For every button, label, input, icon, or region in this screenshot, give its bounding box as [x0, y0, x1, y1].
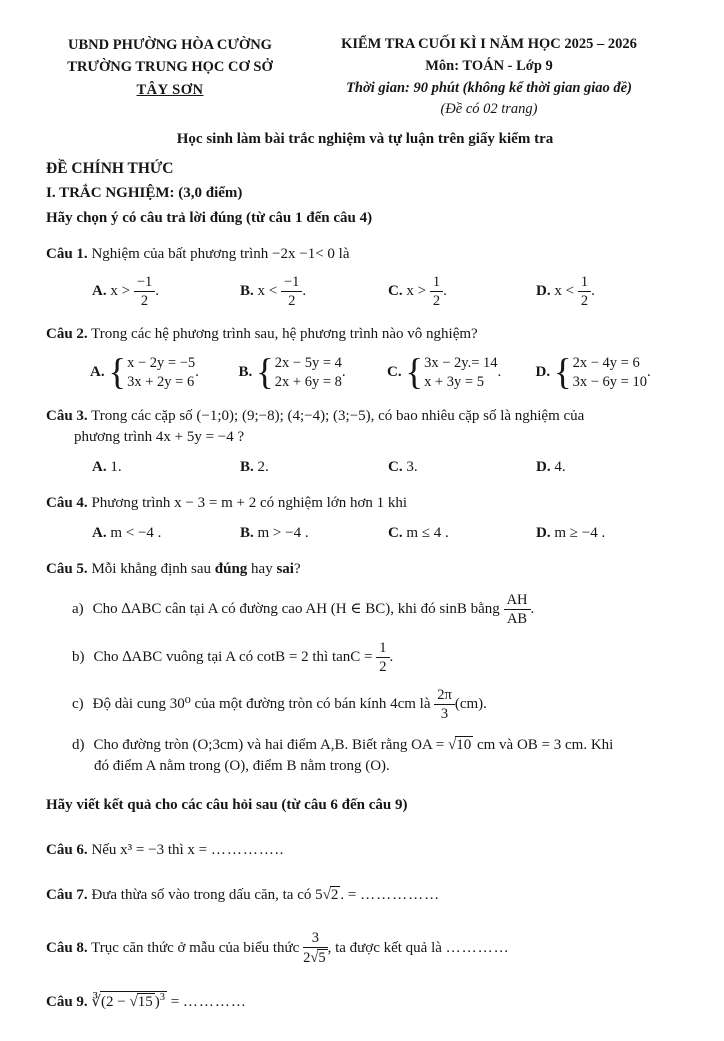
question-6	[46, 840, 684, 861]
q4-option-d	[536, 523, 684, 544]
question-2-text: Trong các hệ phương trình sau, hệ phương trình nào vô nghiệm?	[91, 326, 478, 343]
equation-2: 3x + 2y = 6	[127, 373, 195, 390]
question-1-text: Nghiệm của bất phương trình −2x −1< 0 là	[91, 245, 350, 262]
q5-item-c	[46, 687, 684, 722]
question-6-text: Nếu x³ = −3 thì x =	[91, 841, 208, 858]
question-8-answer-blank: …………	[445, 939, 510, 956]
numerator: 1	[430, 274, 443, 292]
q1-option-b-post: .	[302, 282, 307, 299]
question-2	[46, 324, 684, 345]
q1-option-c-label: C.	[388, 282, 403, 299]
q2-option-a-system	[108, 352, 196, 394]
denominator: 2	[288, 292, 296, 309]
q5-item-d-text-mid: cm và OB = 3 cm. Khi	[476, 736, 614, 753]
mc-instruction: Hãy chọn ý có câu trả lời đúng (từ câu 1 đến câu 4)	[46, 209, 373, 226]
equation-2: x + 3y = 5	[424, 373, 484, 390]
q3-option-b	[240, 457, 388, 478]
question-6-label: Câu 6.	[46, 841, 88, 858]
question-3-text-line2: phương trình 4x + 5y = −4 ?	[74, 429, 245, 446]
question-3	[46, 406, 684, 448]
q5-item-d-text-line1: Cho đường tròn (O;3cm) và hai điểm A,B. Biết rằng OA =	[93, 736, 445, 753]
q2-option-d-post: .	[646, 364, 651, 381]
numerator: −1	[134, 274, 155, 292]
question-5-word-true: đúng	[214, 561, 248, 578]
question-9-answer-blank: …………	[182, 993, 247, 1010]
question-5-text-mid: hay	[251, 561, 273, 578]
denominator: 2	[580, 292, 589, 309]
q3-option-c	[388, 457, 536, 478]
section1-title: I. TRẮC NGHIỆM: (3,0 điểm)	[46, 184, 243, 201]
exam-duration: Thời gian: 90 phút (không kể thời gian giao đề)	[346, 79, 632, 96]
q5-item-d-label: d)	[72, 736, 85, 753]
denominator	[303, 948, 327, 967]
q5-item-d-text-line2: đó điểm A nằm trong (O), điểm B nằm trong (O).	[94, 757, 390, 774]
q1-option-a	[92, 274, 240, 309]
question-8-label: Câu 8.	[46, 939, 88, 956]
q5-item-b-post: .	[389, 648, 394, 665]
q5-item-a-fraction	[504, 592, 531, 627]
question-5-text-pre: Mỗi khẳng định sau	[91, 561, 212, 578]
numerator: 3	[303, 930, 327, 948]
q9-inner-sqrt	[129, 993, 154, 1011]
q5-item-a-post: .	[530, 601, 535, 618]
school-name: TÂY SƠN	[136, 81, 204, 98]
cube-radicand	[100, 991, 167, 1011]
exam-title: KIỂM TRA CUỐI KÌ I NĂM HỌC 2025 – 2026	[341, 36, 637, 52]
denominator: 2	[379, 658, 387, 675]
q1-option-b-fraction	[281, 274, 302, 309]
q5-item-b-fraction	[376, 640, 389, 675]
question-8-post: , ta được kết quả là	[327, 939, 442, 956]
q4-option-d-label: D.	[536, 525, 551, 542]
q1-option-c-expr: x >	[406, 282, 427, 299]
question-9-cube-root	[91, 991, 167, 1013]
issuing-org-block	[46, 34, 294, 121]
exam-title-block	[294, 34, 684, 121]
q1-option-b-expr: x <	[257, 282, 278, 299]
left-brace: {	[405, 352, 424, 394]
q2-option-b-label: B.	[238, 364, 253, 381]
q3-option-d-label: D.	[536, 459, 551, 476]
q1-option-d	[536, 274, 684, 309]
q5-item-d-sqrt	[448, 735, 473, 756]
radicand: 15	[137, 993, 153, 1010]
q2-option-a-post: .	[195, 364, 199, 381]
fill-instruction: Hãy viết kết quả cho các câu hỏi sau (từ câu 6 đến câu 9)	[46, 796, 408, 813]
question-1	[46, 244, 684, 265]
question-8	[46, 930, 684, 967]
q2-option-b	[238, 352, 388, 394]
q1-option-b-label: B.	[240, 282, 254, 299]
question-2-label: Câu 2.	[46, 326, 88, 343]
question-8-fraction	[303, 930, 327, 967]
question-5	[46, 559, 684, 580]
equation-1: 3x − 2y.= 14	[424, 355, 498, 372]
q4-option-b-label: B.	[240, 525, 254, 542]
q9-inner-post: )	[154, 993, 160, 1010]
q3-option-c-text: 3.	[406, 459, 418, 476]
q2-option-b-system	[256, 352, 342, 394]
question-8-text: Trục căn thức ở mẫu của biểu thức	[91, 939, 300, 956]
q1-option-d-expr: x <	[554, 282, 575, 299]
q2-option-a	[90, 352, 239, 394]
q1-option-a-fraction	[134, 274, 155, 309]
q2-option-d	[535, 352, 685, 394]
q5-item-a-text: Cho ∆ABC cân tại A có đường cao AH (H ∈ BC), khi đó sinB bằng	[92, 601, 500, 618]
question-5-label: Câu 5.	[46, 561, 88, 578]
q5-item-c-fraction	[434, 687, 455, 722]
exam-notice: Học sinh làm bài trắc nghiệm và tự luận trên giấy kiểm tra	[176, 131, 554, 147]
numerator: −1	[281, 274, 302, 292]
question-2-options	[46, 352, 684, 394]
q5-item-b	[46, 640, 684, 675]
q5-item-d	[46, 735, 684, 777]
exam-page-count: (Đề có 02 trang)	[440, 101, 538, 118]
q1-option-c	[388, 274, 536, 309]
school-name-wrap	[46, 79, 294, 101]
denominator: 3	[440, 706, 449, 723]
q5-item-a	[46, 592, 684, 627]
q2-option-c-system	[405, 352, 498, 394]
denominator: 2	[140, 292, 149, 309]
question-9-equals: =	[170, 993, 180, 1010]
org-line-1: UBND PHƯỜNG HÒA CƯỜNG	[68, 37, 272, 53]
q4-option-c-label: C.	[388, 525, 403, 542]
q2-option-c-label: C.	[387, 364, 402, 381]
q9-inner-pre: (2 −	[101, 993, 126, 1010]
denominator: AB	[506, 611, 528, 628]
official-exam-label: ĐỀ CHÍNH THỨC	[46, 160, 174, 177]
denominator-sqrt	[310, 949, 327, 967]
question-3-text-line1: Trong các cặp số (−1;0); (9;−8); (4;−4); (3;−5), có bao nhiêu cặp số là nghiệm của	[91, 408, 585, 425]
q4-option-c-text: m ≤ 4 .	[406, 525, 449, 542]
question-5-word-false: sai	[276, 561, 294, 578]
equation-2: 2x + 6y = 8	[274, 373, 342, 390]
q2-option-d-system	[553, 352, 647, 394]
question-9	[46, 991, 684, 1013]
radical-sign: √	[129, 993, 138, 1010]
q2-option-c	[387, 352, 536, 394]
cube-radical-sign: ∛	[91, 993, 101, 1010]
q2-option-a-label: A.	[90, 364, 105, 381]
q1-option-a-post: .	[155, 282, 159, 299]
radical-sign: √	[322, 886, 331, 903]
question-6-answer-blank: …………..	[210, 841, 285, 858]
radical-sign: √	[310, 949, 319, 966]
q9-exponent: 3	[159, 991, 165, 1003]
question-1-options	[46, 274, 684, 309]
question-3-options	[46, 457, 684, 478]
question-5-text-post: ?	[293, 561, 301, 578]
q2-option-d-label: D.	[535, 364, 551, 381]
q3-option-a-label: A.	[92, 459, 107, 476]
exam-subject: Môn: TOÁN - Lớp 9	[425, 57, 553, 74]
q1-option-a-label: A.	[92, 282, 107, 299]
q3-option-a-text: 1.	[110, 459, 122, 476]
equation-1: 2x − 5y = 4	[274, 355, 342, 372]
q1-option-c-fraction	[430, 274, 443, 309]
question-3-label: Câu 3.	[46, 408, 88, 425]
numerator: AH	[504, 592, 531, 610]
denominator-coef: 2	[303, 949, 311, 966]
question-4-options	[46, 523, 684, 544]
q4-option-a-label: A.	[92, 525, 107, 542]
equation-1: 2x − 4y = 6	[572, 355, 640, 372]
q5-item-c-text: Độ dài cung 30⁰ của một đường tròn có bán kính 4cm là	[92, 696, 431, 713]
q4-option-d-text: m ≥ −4 .	[554, 525, 606, 542]
question-7-post: . =	[340, 886, 357, 903]
question-1-label: Câu 1.	[46, 245, 88, 262]
q1-option-b	[240, 274, 388, 309]
question-7-label: Câu 7.	[46, 886, 88, 903]
q3-option-d	[536, 457, 684, 478]
q1-option-d-label: D.	[536, 282, 551, 299]
question-9-label: Câu 9.	[46, 993, 88, 1010]
numerator: 1	[578, 274, 591, 292]
q5-item-a-label: a)	[72, 601, 84, 618]
q4-option-a-text: m < −4 .	[110, 525, 162, 542]
q1-option-d-post: .	[591, 282, 595, 299]
q5-item-c-post: (cm).	[454, 696, 487, 713]
q1-option-c-post: .	[443, 282, 447, 299]
q1-option-d-fraction	[578, 274, 591, 309]
q5-item-b-text: Cho ∆ABC vuông tại A có cotB = 2 thì tanC =	[93, 648, 373, 665]
radicand: 2	[330, 886, 339, 903]
q4-option-b-text: m > −4 .	[257, 525, 309, 542]
question-7-answer-blank: ……………	[360, 886, 441, 903]
left-brace: {	[553, 352, 572, 394]
equation-1: x − 2y = −5	[127, 355, 196, 372]
document-header	[46, 34, 684, 121]
radicand: 10	[456, 736, 472, 753]
q4-option-a	[92, 523, 240, 544]
denominator: 2	[432, 292, 441, 309]
q3-option-c-label: C.	[388, 459, 403, 476]
question-7	[46, 885, 684, 906]
q3-option-b-label: B.	[240, 459, 254, 476]
radicand: 5	[318, 949, 326, 966]
radical-sign: √	[447, 736, 457, 753]
q1-option-a-expr: x >	[110, 282, 131, 299]
equation-2: 3x − 6y = 10	[572, 373, 647, 390]
question-4-text: Phương trình x − 3 = m + 2 có nghiệm lớn hơn 1 khi	[91, 495, 408, 512]
q3-option-a	[92, 457, 240, 478]
q4-option-b	[240, 523, 388, 544]
q3-option-d-text: 4.	[554, 459, 566, 476]
q2-option-c-post: .	[497, 364, 502, 381]
question-7-sqrt	[323, 885, 341, 906]
q5-item-b-label: b)	[72, 648, 85, 665]
q5-item-c-label: c)	[72, 696, 84, 713]
q3-option-b-text: 2.	[257, 459, 269, 476]
org-line-2: TRƯỜNG TRUNG HỌC CƠ SỞ	[67, 59, 273, 76]
question-7-text: Đưa thừa số vào trong dấu căn, ta có 5	[91, 886, 323, 903]
left-brace: {	[256, 352, 274, 394]
q4-option-c	[388, 523, 536, 544]
left-brace: {	[108, 352, 127, 394]
question-4-label: Câu 4.	[46, 495, 88, 512]
question-4	[46, 493, 684, 514]
q2-option-b-post: .	[341, 364, 346, 381]
numerator: 1	[376, 640, 389, 658]
numerator: 2π	[434, 687, 455, 705]
